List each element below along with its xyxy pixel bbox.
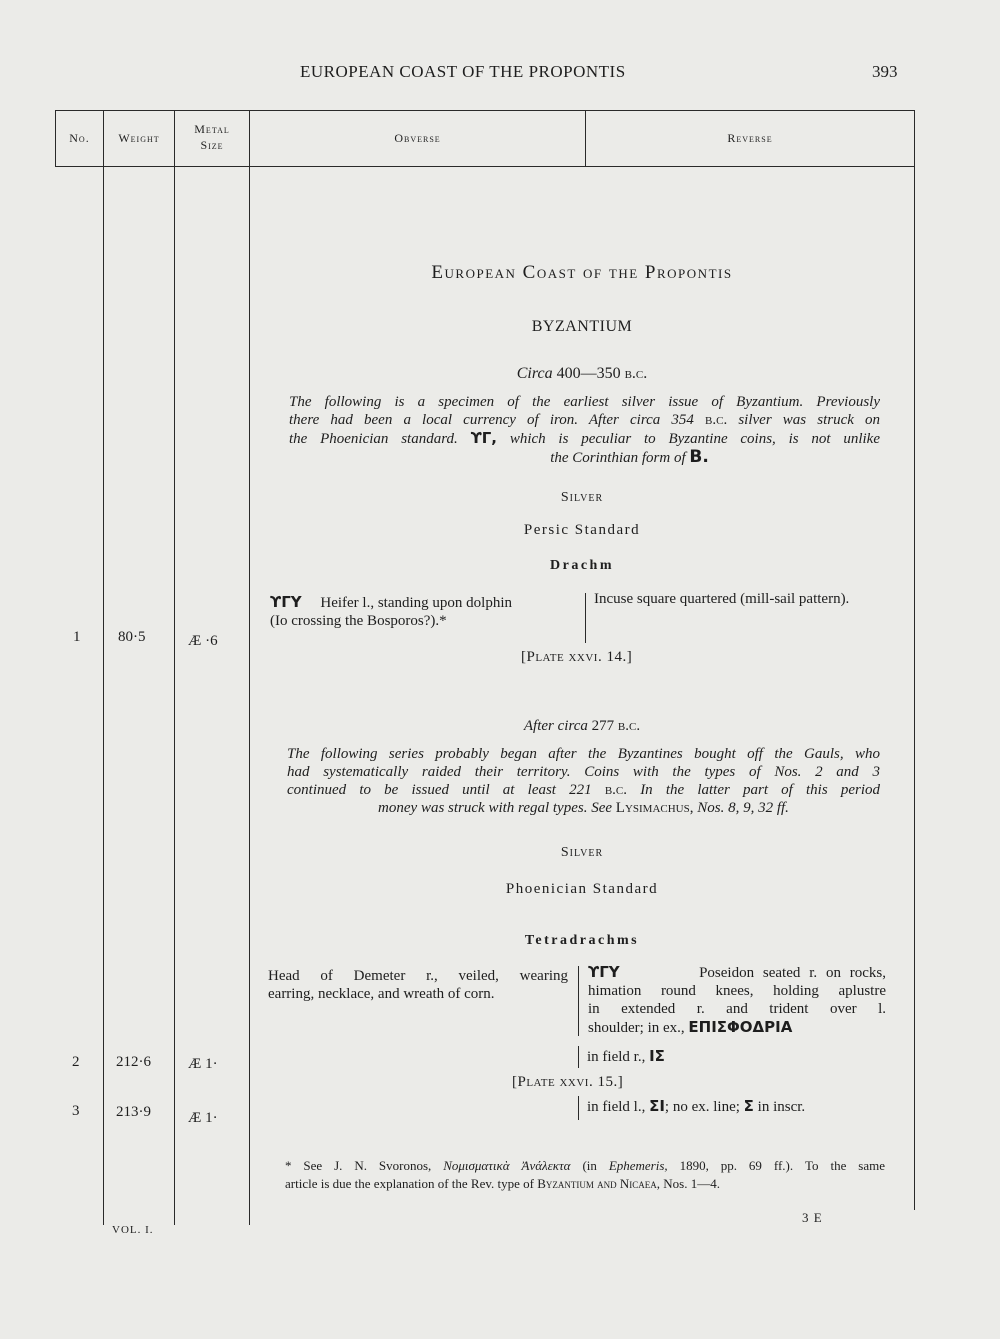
- section-title: European Coast of the Propontis: [431, 262, 733, 283]
- table-header-rule: [55, 166, 915, 167]
- col-rule-2: [174, 110, 175, 1225]
- coin-3-reverse: in field l., ΣΙ; no ex. line; Σ in inscr.: [587, 1097, 806, 1115]
- coin-1-reverse: Incuse square quartered (mill-sail pattern).: [594, 591, 850, 607]
- coin-1-obverse: ϒΓΥ Heifer l., standing upon dolphin (Io crossing the Bosporos?).*: [270, 593, 513, 629]
- header-weight: Weight: [118, 131, 160, 145]
- header-no: No.: [69, 131, 90, 145]
- volume-mark: VOL. I.: [112, 1224, 154, 1236]
- header-size: Size: [200, 138, 224, 152]
- signature-mark: 3 E: [802, 1210, 823, 1225]
- period-heading-1: Circa 400—350 b.c.: [516, 365, 648, 382]
- footnote: * See J. N. Svoronos, Νομισματικὰ Ἀνάλεκτα (in Ephemeris, 1890, pp. 69 ff.). To the same article is due the explanation of the Rev. type of Byzantium and Nicaea, Nos. 1—4.: [285, 1158, 885, 1191]
- header-obverse: Obverse: [394, 131, 441, 145]
- tetra-reverse: ϒΓΥ Poseidon seated r. on rocks, himation round knees, holding aplustre in extended r. and trident over l. shoulder; in ex., ΕΠΙΣΦΟΔΡΙΑ: [588, 963, 887, 1036]
- period-heading-2: After circa 277 b.c.: [523, 718, 641, 734]
- metal-heading-2: Silver: [560, 845, 604, 860]
- standard-heading-2: Phoenician Standard: [505, 881, 659, 897]
- coin-1-metal-size: Æ ·6: [188, 633, 218, 649]
- denomination-heading-2: Tetradrachms: [524, 933, 640, 948]
- denomination-heading-1: Drachm: [550, 558, 614, 573]
- coin-2-divider: [578, 1046, 579, 1068]
- coin-3-divider: [578, 1096, 579, 1120]
- col-rule-right: [914, 110, 915, 1210]
- coin-1-plate: [Plate xxvi. 14.]: [521, 649, 633, 665]
- coin-2-number: 2: [72, 1054, 80, 1070]
- coin-2-metal-size: Æ 1·: [188, 1056, 218, 1072]
- coin-3-weight: 213·9: [116, 1104, 151, 1120]
- running-title: EUROPEAN COAST OF THE PROPONTIS: [300, 62, 626, 81]
- col-rule-1: [103, 110, 104, 1225]
- header-reverse: Reverse: [727, 131, 773, 145]
- tetra-obv-rev-divider: [578, 966, 579, 1036]
- metal-heading-1: Silver: [560, 490, 604, 505]
- coin-1-weight: 80·5: [118, 629, 146, 645]
- coin-1-obv-legend: ϒΓΥ: [270, 593, 302, 611]
- table-top-rule: [55, 110, 915, 111]
- tetra-obverse: Head of Demeter r., veiled, wearing earring, necklace, and wreath of corn.: [268, 968, 568, 1002]
- coin-1-obv-rev-divider: [585, 593, 586, 643]
- header-metal: Metal: [194, 122, 230, 136]
- city-heading: BYZANTIUM: [531, 318, 633, 335]
- coin-3-number: 3: [72, 1103, 80, 1119]
- page-number: 393: [872, 62, 898, 81]
- coin-2-reverse: in field r., ΙΣ: [587, 1047, 665, 1065]
- standard-heading-1: Persic Standard: [523, 522, 641, 538]
- tetra-plate: [Plate xxvi. 15.]: [512, 1074, 624, 1090]
- intro-paragraph-1: The following is a specimen of the earliest silver issue of Byzantium. Previously there had been a local currency of iron. After circa 354 b.c. silver was struck on the Phoenician standard. ϒΓ, which is peculiar to Byzantine coins, is not unlike the Corinthian form of B.: [289, 394, 881, 467]
- intro-paragraph-2: The following series probably began after the Byzantines bought off the Gauls, who had systematically raided their territory. Coins with the types of Nos. 2 and 3 continued to be issued until at least 221 b.c. In the latter part of this period money was struck with regal types. See Lysimachus, Nos. 8, 9, 32 ff.: [287, 746, 881, 816]
- coin-1-number: 1: [73, 629, 81, 645]
- tetra-rev-legend: ϒΓΥ: [588, 963, 620, 981]
- coin-3-metal-size: Æ 1·: [188, 1110, 218, 1126]
- coin-2-weight: 212·6: [116, 1054, 151, 1070]
